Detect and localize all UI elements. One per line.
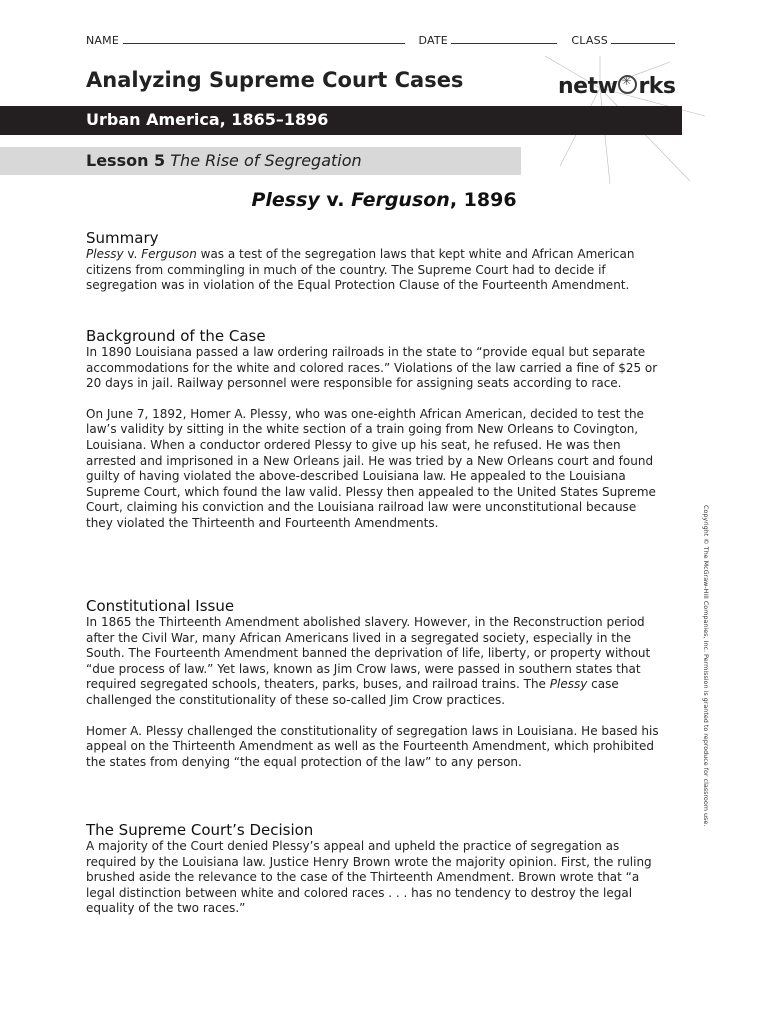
networks-logo: netw✳ rks — [558, 74, 676, 99]
student-info-line — [86, 33, 686, 47]
issue-paragraph-1: In 1865 the Thirteenth Amendment abolished slavery. However, in the Reconstruction period after the Civil War, many African Americans lived in a segregated society, especially in the South. The Fourteenth Amendment banned the deprivation of life, liberty, or property without “due process of law.” Yet laws, known as Jim Crow laws, were passed in southern states that required segregated schools, theaters, parks, buses, and railroad trains. The Plessy case challenged the constitutionality of these so-called Jim Crow practices. — [86, 615, 651, 707]
summary-text: Plessy v. Ferguson was a test of the segregation laws that kept white and African American citizens from commingling in much of the country. The Supreme Court had to decide if segregation was in violation of the Equal Protection Clause of the Fourteenth Amendment. — [86, 247, 635, 293]
issue-section — [86, 597, 662, 770]
decision-heading: The Supreme Court’s Decision — [86, 821, 314, 839]
summary-section — [86, 229, 662, 294]
background-paragraph-2: On June 7, 1892, Homer A. Plessy, who was one-eighth African American, decided to test the law’s validity by sitting in the white section of a train going from New Orleans to Covington, Louisiana. When a conductor ordered Plessy to give up his seat, he refused. He was then arrested and imprisoned in a New Orleans jail. He was tried by a New Orleans court and found guilty of having violated the above-described Louisiana law. He appealed to the Louisiana Supreme Court, which found the law valid. Plessy then appealed to the United States Supreme Court, claiming his conviction and the Louisiana railroad law were unconstitutional because they violated the Thirteenth and Fourteenth Amendments. — [86, 406, 656, 530]
summary-heading: Summary — [86, 229, 159, 247]
decision-paragraph-1: A majority of the Court denied Plessy’s appeal and upheld the practice of segregation as required by the Louisiana law. Justice Henry Brown wrote the majority opinion. First, the ruling brushed aside the relevance to the case of the Thirteenth Amendment. Brown wrote that “a legal distinction between white and colored races . . . has no tendency to destroy the legal equality of the two races.” — [86, 839, 652, 916]
unit-banner — [0, 106, 682, 135]
date-blank[interactable] — [451, 33, 557, 44]
unit-title: Urban America, 1865–1896 — [86, 110, 329, 129]
issue-paragraph-2: Homer A. Plessy challenged the constitutionality of segregation laws in Louisiana. He based his appeal on the Thirteenth Amendment as well as the Fourteenth Amendment, which prohibited the states from denying “the equal protection of the law” to any person. — [86, 723, 659, 769]
case-title: Plessy v. Ferguson, 1896 — [251, 189, 517, 211]
copyright-notice: Copyright © The McGraw-Hill Companies, Inc. Permission is granted to reproduce for classroom use. — [702, 505, 710, 827]
background-section — [86, 327, 662, 532]
date-label: DATE — [418, 34, 448, 47]
name-label: NAME — [86, 34, 119, 47]
worksheet-title: Analyzing Supreme Court Cases — [86, 68, 464, 92]
background-paragraph-1: In 1890 Louisiana passed a law ordering railroads in the state to “provide equal but separate accommodations for the white and colored races.” Violations of the law carried a fine of $25 or 20 days in jail. Railway personnel were responsible for assigning seats according to race. — [86, 345, 658, 391]
decision-section — [86, 821, 662, 917]
lesson-banner — [0, 147, 521, 175]
background-heading: Background of the Case — [86, 327, 266, 345]
name-blank[interactable] — [123, 33, 405, 44]
class-label: CLASS — [571, 34, 608, 47]
lesson-title: Lesson 5 The Rise of Segregation — [86, 151, 362, 170]
class-blank[interactable] — [611, 33, 675, 44]
issue-heading: Constitutional Issue — [86, 597, 235, 615]
star-icon — [618, 75, 637, 94]
